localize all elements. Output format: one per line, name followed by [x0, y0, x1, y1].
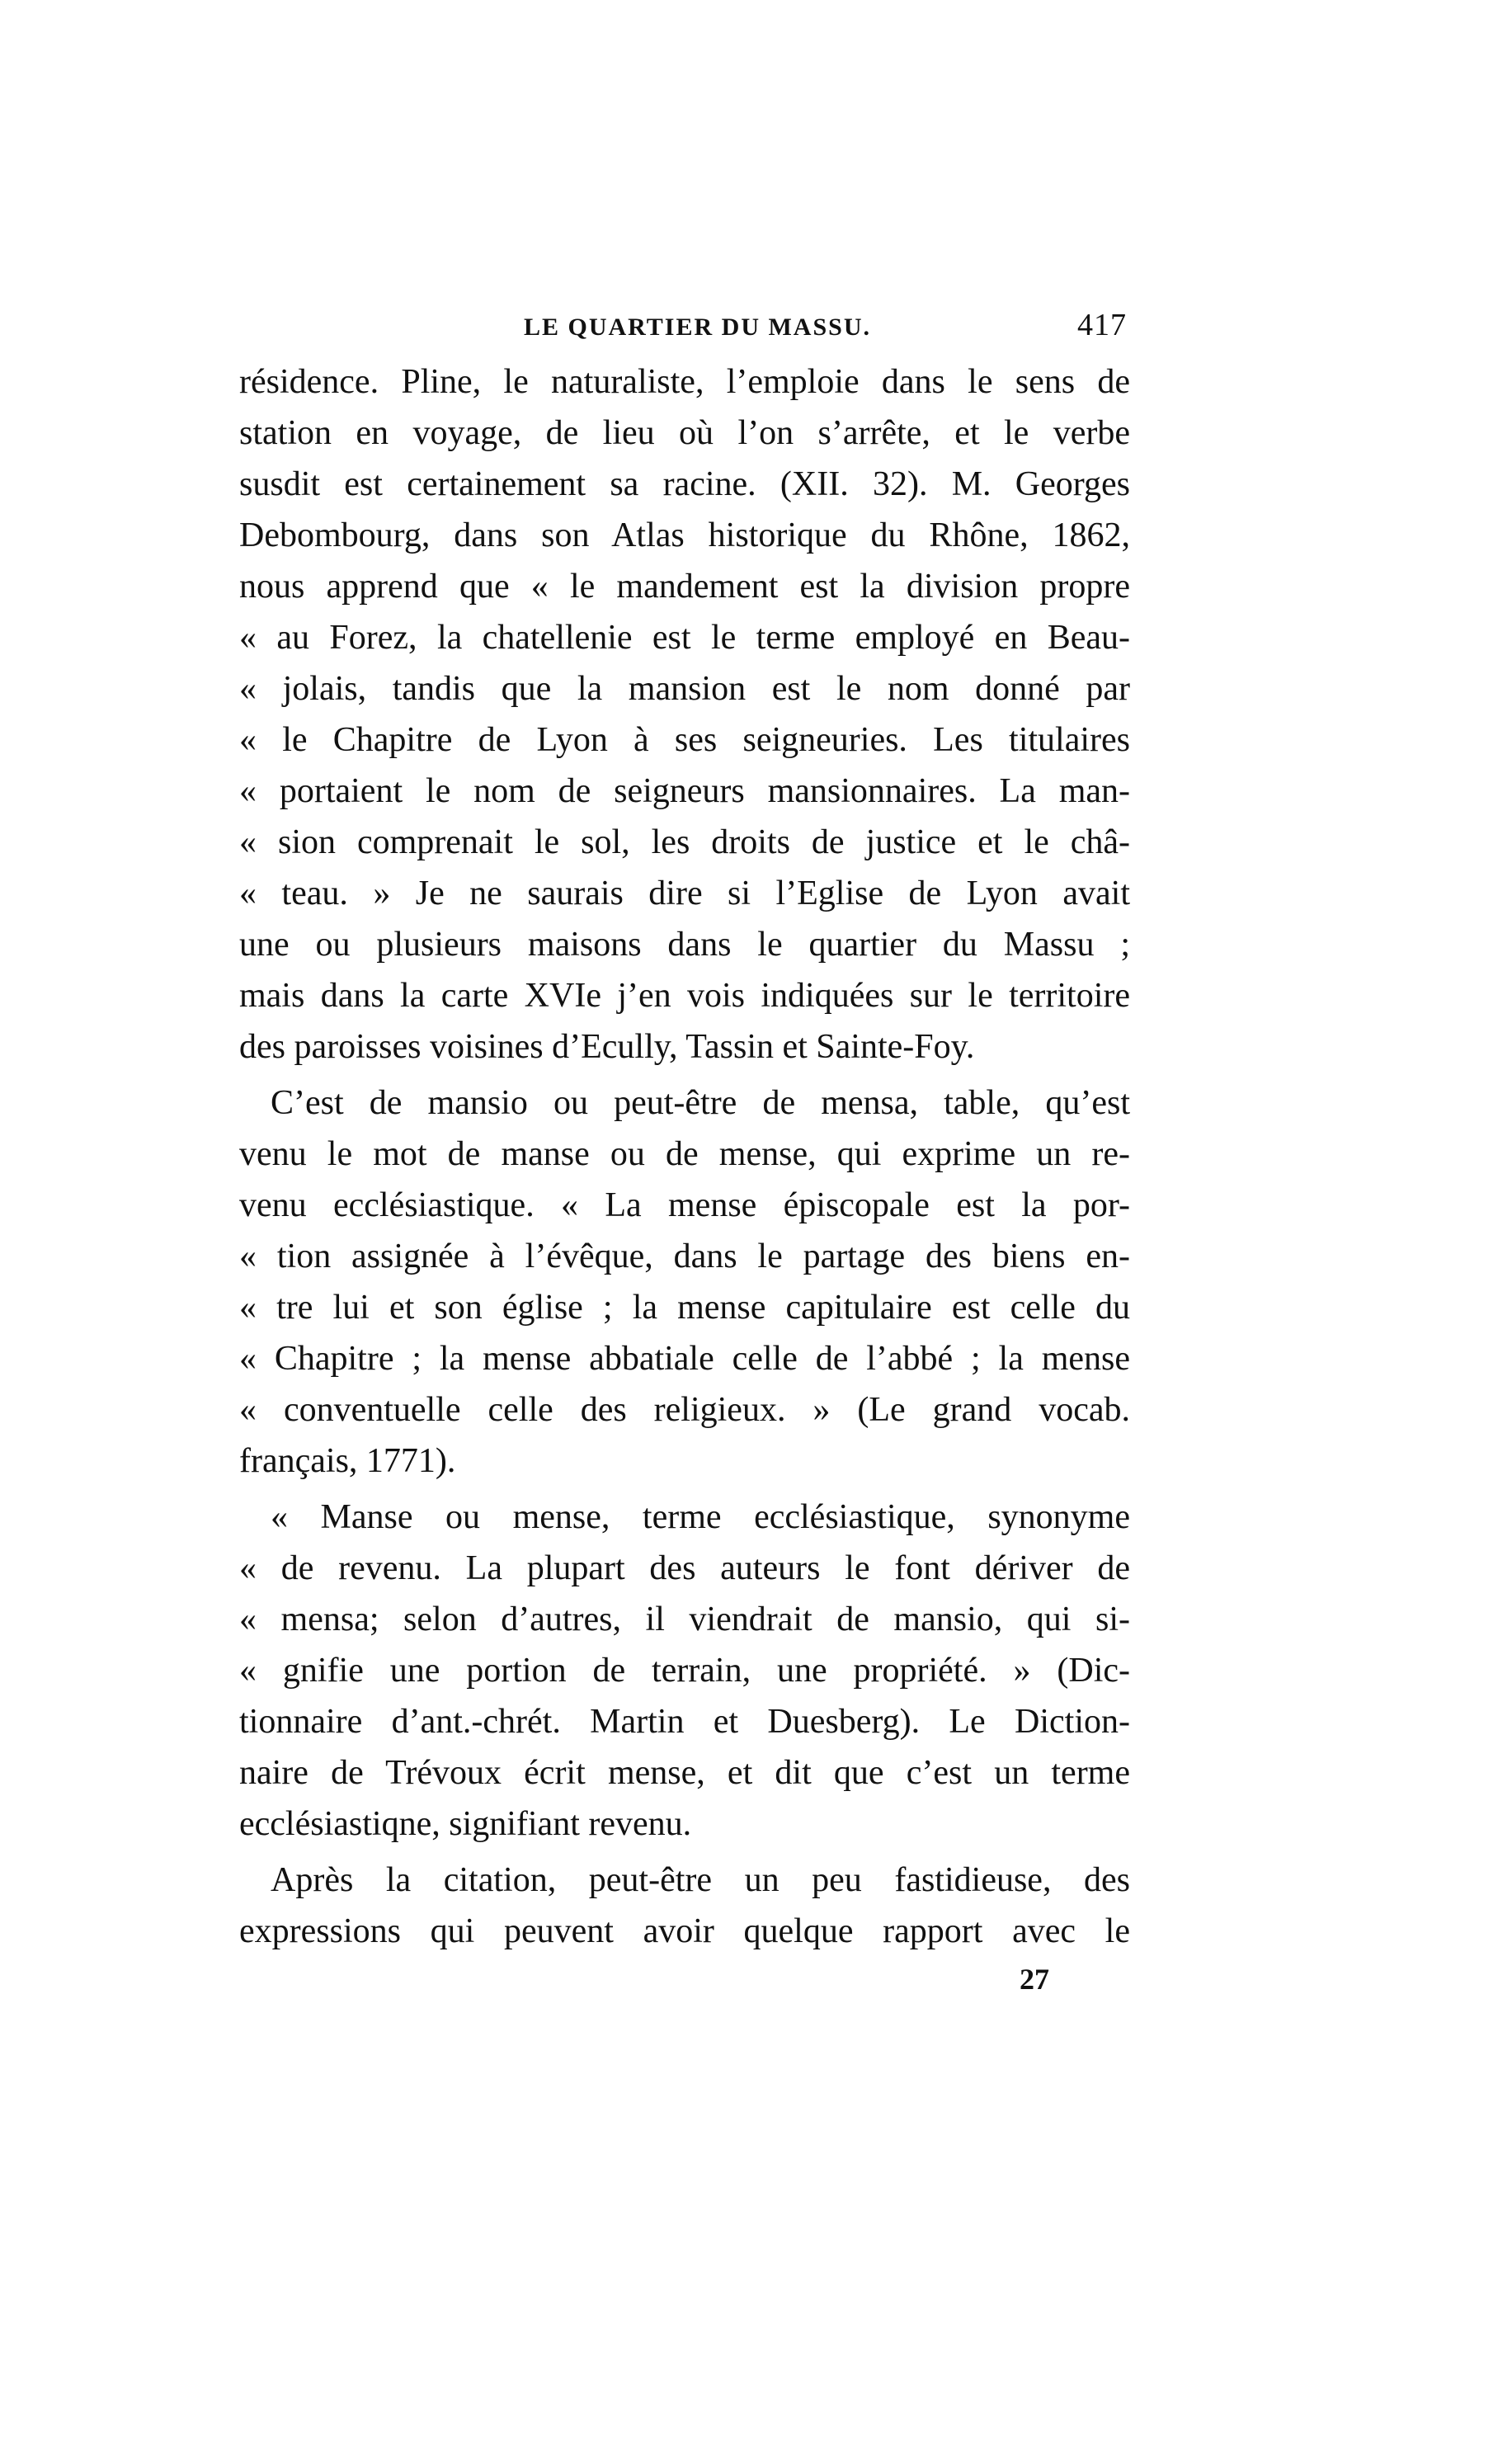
text-line: des paroisses voisines d’Ecully, Tassin et Sainte-Foy.: [239, 1028, 975, 1066]
text-line: « conventuelle celle des religieux. » (Le grand vocab.: [239, 1391, 1130, 1429]
text-line: Debombourg, dans son Atlas historique du Rhône, 1862,: [239, 516, 1130, 554]
text-line: station en voyage, de lieu où l’on s’arrête, et le verbe: [239, 414, 1130, 452]
text-line: Après la citation, peut-être un peu fastidieuse, des: [271, 1861, 1130, 1899]
text-line: « sion comprenait le sol, les droits de justice et le châ-: [239, 823, 1130, 861]
text-line: « teau. » Je ne saurais dire si l’Eglise de Lyon avait: [239, 874, 1130, 912]
text-line: « au Forez, la chatellenie est le terme employé en Beau-: [239, 619, 1130, 657]
signature-mark: 27: [1020, 1963, 1049, 1996]
text-line: « Chapitre ; la mense abbatiale celle de l’abbé ; la mense: [239, 1340, 1130, 1378]
text-line: « de revenu. La plupart des auteurs le font dériver de: [239, 1549, 1130, 1587]
text-line: nous apprend que « le mandement est la division propre: [239, 568, 1130, 606]
text-line: tionnaire d’ant.-chrét. Martin et Duesberg). Le Diction-: [239, 1703, 1130, 1741]
text-line: venu le mot de manse ou de mense, qui exprime un re-: [239, 1135, 1130, 1173]
body-text: [239, 356, 1130, 1957]
text-line: mais dans la carte XVIe j’en vois indiquées sur le territoire: [239, 977, 1130, 1015]
text-line: « le Chapitre de Lyon à ses seigneuries. Les titulaires: [239, 721, 1130, 759]
text-line: une ou plusieurs maisons dans le quartier du Massu ;: [239, 926, 1130, 964]
text-line: « tre lui et son église ; la mense capitulaire est celle du: [239, 1289, 1130, 1327]
page-header: [239, 307, 1130, 356]
text-line: « gnifie une portion de terrain, une propriété. » (Dic-: [239, 1652, 1130, 1690]
text-line: résidence. Pline, le naturaliste, l’emploie dans le sens de: [239, 363, 1130, 401]
text-line: « portaient le nom de seigneurs mansionnaires. La man-: [239, 772, 1130, 810]
text-line: expressions qui peuvent avoir quelque rapport avec le: [239, 1912, 1130, 1950]
text-line: naire de Trévoux écrit mense, et dit que c’est un terme: [239, 1754, 1130, 1792]
text-line: C’est de mansio ou peut-être de mensa, table, qu’est: [271, 1084, 1130, 1122]
text-line: venu ecclésiastique. « La mense épiscopale est la por-: [239, 1186, 1130, 1224]
text-line: susdit est certainement sa racine. (XII. 32). M. Georges: [239, 465, 1130, 503]
text-line: « jolais, tandis que la mansion est le nom donné par: [239, 670, 1130, 708]
text-line: « Manse ou mense, terme ecclésiastique, synonyme: [271, 1498, 1130, 1536]
running-title: LE QUARTIER DU MASSU.: [524, 313, 871, 341]
text-line: ecclésiastiqne, signifiant revenu.: [239, 1805, 692, 1843]
book-page: [239, 307, 1130, 1996]
text-line: « mensa; selon d’autres, il viendrait de mansio, qui si-: [239, 1600, 1130, 1638]
text-line: français, 1771).: [239, 1442, 456, 1480]
text-line: « tion assignée à l’évêque, dans le partage des biens en-: [239, 1237, 1130, 1275]
page-number: 417: [1077, 308, 1127, 342]
